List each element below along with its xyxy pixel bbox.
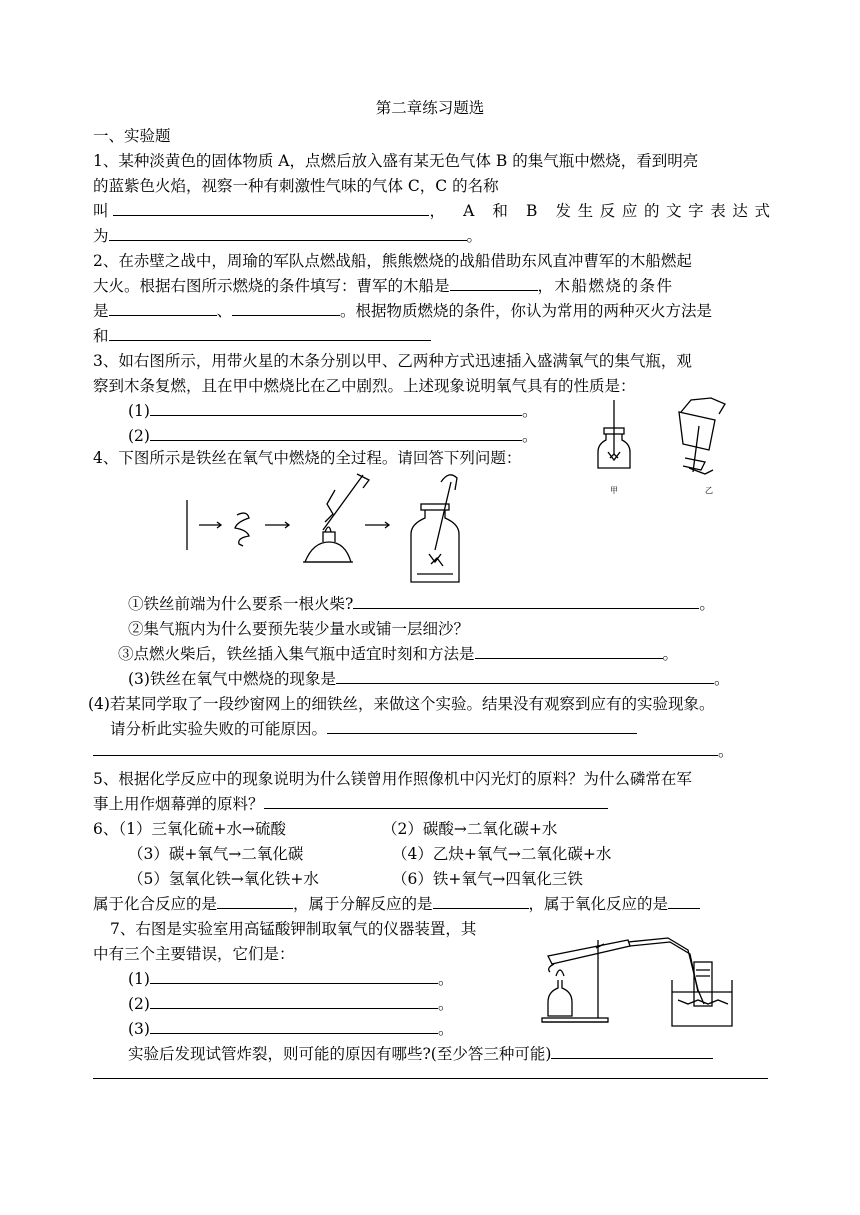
q7-item1-end: 。 — [437, 970, 454, 988]
q2-line2 — [93, 276, 674, 296]
q1-prefix: 叫 — [93, 202, 109, 220]
q2-blank-cond2[interactable] — [232, 301, 340, 316]
q5-line1: 5、根据化学反应中的现象说明为什么镁曾用作照像机中闪光灯的原料？为什么磷常在军 — [93, 770, 692, 788]
q4-s5: (4)若某同学取了一段纱窗网上的细铁丝，来做这个实验。结果没有观察到应有的实验现象。 — [88, 695, 715, 713]
q4-s6 — [110, 719, 637, 739]
q2-text-b: ，木船燃烧的条件 — [537, 277, 674, 295]
q7-item2-label: (2) — [128, 995, 150, 1013]
q3-line1: 3、如右图所示，用带火星的木条分别以甲、乙两种方式迅速插入盛满氧气的集气瓶，观 — [93, 352, 692, 370]
q4-blank-1[interactable] — [353, 594, 699, 609]
q4-s7 — [93, 741, 734, 761]
q7-item1 — [128, 969, 453, 989]
q1-prefix2: 为 — [93, 227, 109, 245]
q6-r2b: （4）乙炔+氧气→二氧化碳+水 — [392, 845, 612, 863]
q7-blank-4[interactable] — [551, 1044, 713, 1059]
q3-item2-end: 。 — [521, 427, 538, 445]
q4-blank-4[interactable] — [327, 719, 637, 734]
section-heading: 一、实验题 — [93, 127, 171, 145]
q4-s3 — [118, 644, 678, 664]
q2-text-a: 大火。根据右图所示燃烧的条件填写：曹军的木船是 — [93, 277, 450, 295]
q3-item1-label: (1) — [128, 402, 150, 420]
q1-end: 。 — [466, 227, 483, 245]
q4-s7-end: 。 — [718, 742, 734, 760]
q1-blank-name[interactable] — [113, 201, 429, 216]
q3-figure-jia — [592, 400, 642, 480]
q7-item3 — [128, 1019, 453, 1039]
q4-s4 — [128, 669, 729, 689]
q2-line3 — [93, 301, 712, 321]
q4-blank-2[interactable] — [475, 644, 663, 659]
q7-item1-label: (1) — [128, 970, 150, 988]
q3-blank-2[interactable] — [150, 426, 522, 441]
q6-question — [93, 894, 700, 914]
q4-s3-end: 。 — [662, 645, 679, 663]
q6-blank-combination[interactable] — [217, 894, 293, 909]
q4-s4-text: (3)铁丝在氧气中燃烧的现象是 — [128, 670, 336, 688]
q6-q-c: ，属于氧化反应的是 — [528, 895, 669, 913]
q1-line3 — [93, 201, 777, 221]
q5-line2 — [93, 794, 608, 814]
q1-line2: 的蓝紫色火焰，视察一种有刺激性气味的气体 C，C 的名称 — [93, 177, 499, 195]
q2-blank-methods[interactable] — [109, 326, 431, 341]
q6-r1a: 6、（1）三氧化硫+水→硫酸 — [93, 820, 286, 838]
q3-item1 — [128, 401, 537, 421]
q2-blank-boat[interactable] — [450, 276, 538, 291]
q2-text-d: 。根据物质燃烧的条件，你认为常用的两种灭火方法是 — [340, 302, 713, 320]
q4-blank-3[interactable] — [336, 669, 714, 684]
q2-line1: 2、在赤壁之战中，周瑜的军队点燃战船，熊熊燃烧的战船借助东风直冲曹军的木船燃起 — [93, 252, 692, 270]
q2-text-c: 是 — [93, 302, 109, 320]
q2-blank-cond1[interactable] — [109, 301, 217, 316]
q3-item2-label: (2) — [128, 427, 150, 445]
q7-blank-2[interactable] — [150, 994, 438, 1009]
q4-s1-end: 。 — [699, 595, 715, 613]
q4-blank-5[interactable] — [93, 741, 718, 756]
q1-line1: 1、某种淡黄色的固体物质 A，点燃后放入盛有某无色气体 B 的集气瓶中燃烧，看到明亮 — [93, 152, 699, 170]
q7-line4 — [93, 1064, 768, 1084]
q3-figure-yi — [665, 392, 735, 482]
q3-line2: 察到木条复燃，且在甲中燃烧比在乙中剧烈。上述现象说明氧气具有的性质是： — [93, 377, 636, 395]
q6-r1b: （2）碳酸→二氧化碳+水 — [382, 820, 558, 838]
q2-sep: 、 — [216, 302, 233, 320]
q7-item2-end: 。 — [437, 995, 454, 1013]
q7-blank-5[interactable] — [93, 1064, 768, 1079]
q6-q-b: ，属于分解反应的是 — [293, 895, 433, 913]
q4-s1 — [128, 594, 715, 614]
q3-item2 — [128, 426, 537, 446]
q4-s2: ②集气瓶内为什么要预先装少量水或铺一层细沙？ — [128, 620, 470, 638]
q4-s6-text: 请分析此实验失败的可能原因。 — [110, 720, 328, 738]
q4-s3-text: ③点燃火柴后，铁丝插入集气瓶中适宜时刻和方法是 — [118, 645, 475, 663]
q3-label-jia: 甲 — [610, 486, 618, 495]
q5-line2-text: 事上用作烟幕弹的原料？ — [93, 795, 264, 813]
q3-label-yi: 乙 — [705, 486, 713, 495]
page-title: 第二章练习题选 — [375, 99, 485, 117]
q7-apparatus-figure — [538, 920, 763, 1030]
q3-item1-end: 。 — [521, 402, 538, 420]
q7-blank-1[interactable] — [150, 969, 438, 984]
q3-blank-1[interactable] — [150, 401, 522, 416]
q2-text-e: 和 — [93, 327, 109, 345]
q7-item3-end: 。 — [437, 1020, 454, 1038]
q7-line1: 7、右图是实验室用高锰酸钾制取氧气的仪器装置，其 — [110, 920, 477, 938]
q7-item3-label: (3) — [128, 1020, 150, 1038]
q7-item2 — [128, 994, 453, 1014]
q2-line4 — [93, 326, 431, 346]
q4-line1: 4、下图所示是铁丝在氧气中燃烧的全过程。请回答下列问题： — [93, 449, 522, 467]
q7-blank-3[interactable] — [150, 1019, 438, 1034]
q7-line3-text: 实验后发现试管炸裂，则可能的原因有哪些?(至少答三种可能) — [128, 1045, 552, 1063]
q1-line4 — [93, 226, 482, 246]
q4-s1-text: ①铁丝前端为什么要系一根火柴? — [128, 595, 354, 613]
q1-text: ， A 和 B 发生反应的文字表达式 — [429, 202, 777, 220]
q5-blank[interactable] — [264, 794, 608, 809]
q6-blank-decomposition[interactable] — [433, 894, 529, 909]
q6-r3a: （5）氢氧化铁→氧化铁+水 — [128, 870, 319, 888]
q7-line3 — [128, 1044, 713, 1064]
q6-blank-oxidation[interactable] — [668, 894, 700, 909]
q7-line2: 中有三个主要错误，它们是： — [93, 945, 295, 963]
q1-blank-expression[interactable] — [109, 226, 467, 241]
q6-q-a: 属于化合反应的是 — [93, 895, 218, 913]
q6-r3b: （6）铁+氧气→四氧化三铁 — [392, 870, 583, 888]
q4-process-figure — [185, 470, 475, 590]
q4-s4-end: 。 — [713, 670, 730, 688]
q6-r2a: （3）碳+氧气→二氧化碳 — [128, 845, 304, 863]
